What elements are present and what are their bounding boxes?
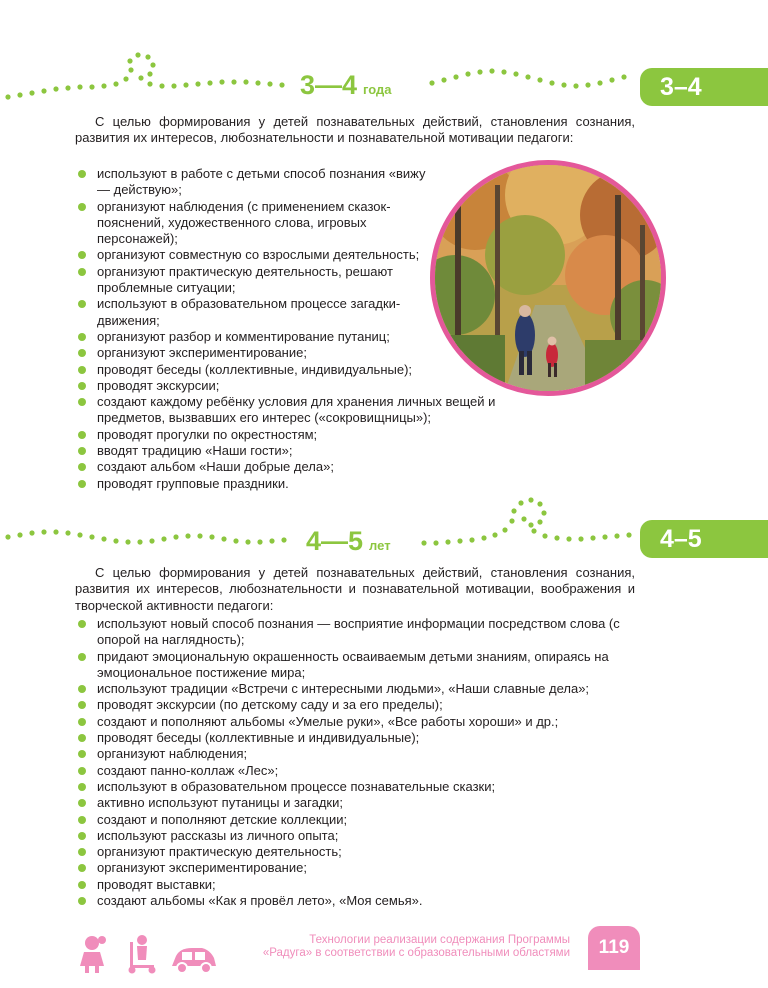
section2-intro: С целью формирования у детей познавательных действий, становления сознания, развития их интересов, любознательности и познавательной мотивации, воображения и творческой активности педагоги:	[75, 565, 635, 613]
bullet-dot-icon	[78, 685, 86, 693]
bullet-dot-icon	[78, 653, 86, 661]
list-item: создают каждому ребёнку условия для хранения личных вещей и предметов, вызвавших его интерес («сокровищницы»);	[75, 394, 497, 427]
page-number: 119	[588, 926, 640, 970]
footer-line-1: Технологии реализации содержания Программы	[309, 934, 570, 946]
list-item: создают и пополняют детские коллекции;	[75, 812, 635, 828]
list-item: организуют практическую деятельность;	[75, 844, 635, 860]
scooter-pink-icon	[124, 934, 160, 974]
list-item: проводят выставки;	[75, 877, 635, 893]
list-item: организуют наблюдения;	[75, 746, 635, 762]
bullet-dot-icon	[78, 447, 86, 455]
car-pink-icon	[168, 944, 218, 976]
bullet-dot-icon	[78, 268, 86, 276]
bullet-dot-icon	[78, 799, 86, 807]
list-item: организуют экспериментирование;	[75, 345, 435, 361]
section-title-4-5	[306, 526, 391, 557]
bullet-dot-icon	[78, 333, 86, 341]
footer-caption	[250, 934, 570, 960]
age-tab-3-4: 3–4	[640, 68, 768, 106]
bullet-dot-icon	[78, 848, 86, 856]
bullet-dot-icon	[78, 398, 86, 406]
bullet-dot-icon	[78, 366, 86, 374]
list-item: проводят экскурсии (по детскому саду и за его пределы);	[75, 697, 635, 713]
bullet-dot-icon	[78, 349, 86, 357]
list-item: проводят прогулки по окрестностям;	[75, 427, 435, 443]
bullet-dot-icon	[78, 480, 86, 488]
list-item: создают альбом «Наши добрые дела»;	[75, 459, 435, 475]
bullet-dot-icon	[78, 897, 86, 905]
bullet-dot-icon	[78, 203, 86, 211]
list-item: используют в образовательном процессе познавательные сказки;	[75, 779, 635, 795]
bullet-dot-icon	[78, 718, 86, 726]
list-item: создают и пополняют альбомы «Умелые руки», «Все работы хороши» и др.;	[75, 714, 635, 730]
bullet-dot-icon	[78, 251, 86, 259]
bullet-dot-icon	[78, 816, 86, 824]
list-item: придают эмоциональную окрашенность осваиваемым детьми знаниям, опираясь на эмоциональное постижение мира;	[75, 649, 635, 682]
age-tab-4-5: 4–5	[640, 520, 768, 558]
list-item: вводят традицию «Наши гости»;	[75, 443, 435, 459]
section1-intro: С целью формирования у детей познавательных действий, становления сознания, развития их интересов, любознательности и познавательной мотивации педагоги:	[75, 114, 635, 146]
forest-photo-illustration	[435, 165, 661, 391]
section-title-unit: года	[363, 82, 392, 97]
section2-bullet-list	[75, 616, 635, 909]
bullet-dot-icon	[78, 170, 86, 178]
list-item: организуют наблюдения (с применением сказок-пояснений, художественного слова, игровых персонажей);	[75, 199, 435, 248]
list-item: проводят беседы (коллективные, индивидуальные);	[75, 362, 435, 378]
bullet-dot-icon	[78, 767, 86, 775]
list-item: используют новый способ познания — восприятие информации посредством слова (с опорой на наглядность);	[75, 616, 635, 649]
section1-bullet-list	[75, 166, 496, 492]
list-item: проводят групповые праздники.	[75, 476, 435, 492]
section-title-3-4	[300, 70, 392, 101]
bullet-dot-icon	[78, 620, 86, 628]
forest-walk-photo	[430, 160, 666, 396]
bullet-dot-icon	[78, 881, 86, 889]
list-item: организуют совместную со взрослыми деятельность;	[75, 247, 435, 263]
bullet-dot-icon	[78, 864, 86, 872]
bullet-dot-icon	[78, 832, 86, 840]
bullet-dot-icon	[78, 734, 86, 742]
bullet-dot-icon	[78, 750, 86, 758]
list-item: организуют экспериментирование;	[75, 860, 635, 876]
list-item: используют в работе с детьми способ познания «вижу — действую»;	[75, 166, 435, 199]
footer-line-2: «Радуга» в соответствии с образовательными областями	[262, 947, 570, 959]
list-item: используют в образовательном процессе загадки-движения;	[75, 296, 435, 329]
bullet-dot-icon	[78, 463, 86, 471]
bullet-dot-icon	[78, 701, 86, 709]
list-item: проводят беседы (коллективные и индивидуальные);	[75, 730, 635, 746]
bullet-dot-icon	[78, 300, 86, 308]
bullet-dot-icon	[78, 783, 86, 791]
section-title-number: 3—4	[300, 70, 358, 100]
section-title-number: 4—5	[306, 526, 364, 556]
list-item: создают панно-коллаж «Лес»;	[75, 763, 635, 779]
bullet-dot-icon	[78, 382, 86, 390]
list-item: активно используют путаницы и загадки;	[75, 795, 635, 811]
bullet-dot-icon	[78, 431, 86, 439]
list-item: используют рассказы из личного опыта;	[75, 828, 635, 844]
list-item: организуют разбор и комментирование путаниц;	[75, 329, 435, 345]
list-item: создают альбомы «Как я провёл лето», «Моя семья».	[75, 893, 635, 909]
section-title-unit: лет	[369, 538, 391, 553]
list-item: организуют практическую деятельность, решают проблемные ситуации;	[75, 264, 435, 297]
list-item: проводят экскурсии;	[75, 378, 435, 394]
list-item: используют традиции «Встречи с интересными людьми», «Наши славные дела»;	[75, 681, 635, 697]
girl-pink-icon	[74, 934, 114, 974]
